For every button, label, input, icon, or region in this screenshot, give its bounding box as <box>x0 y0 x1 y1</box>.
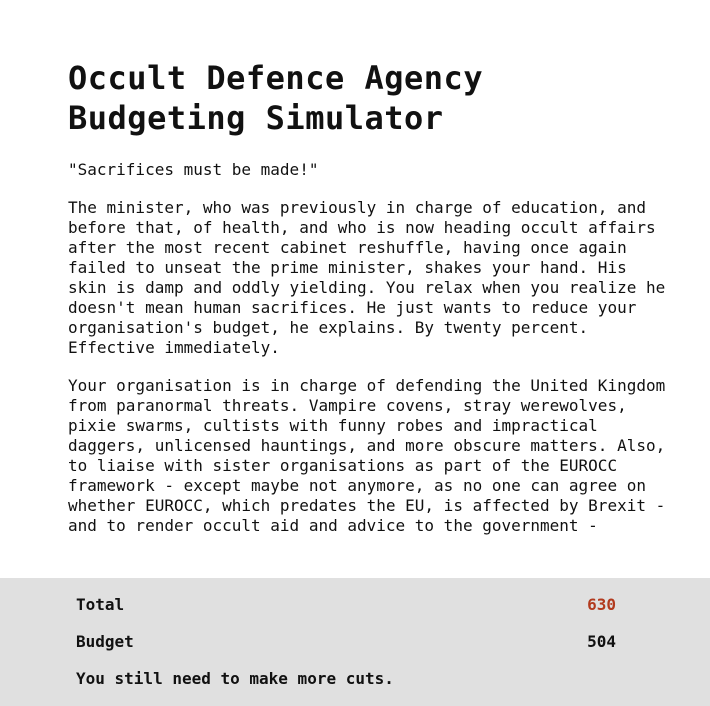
budget-value: 504 <box>587 632 616 651</box>
main-content <box>68 58 668 536</box>
total-row <box>76 595 616 615</box>
page-title <box>68 58 668 138</box>
status-message <box>76 669 616 689</box>
story-paragraph-1: The minister, who was previously in charge of education, and before that, of health, and who is now heading occult affairs after the most recent cabinet reshuffle, having once again failed to unseat the prime minister, shakes your hand. His skin is damp and oddly yielding. You relax when you realize he doesn't mean human sacrifices. He just wants to reduce your organisation's budget, he explains. By twenty percent. Effective immediately. <box>68 198 666 357</box>
status-message-text: You still need to make more cuts. <box>76 669 394 688</box>
story-paragraph-2: Your organisation is in charge of defending the United Kingdom from paranormal threats. Vampire covens, stray werewolves, pixie swarms, cultists with funny robes and impractical daggers, unlicensed hauntings, and more obscure matters. Also, to liaise with sister organisations as part of the EUROCC framework - except maybe not anymore, as no one can agree on whether EUROCC, which predates the EU, is affected by Brexit - and to render occult aid and advice to the government - <box>68 376 666 535</box>
page-title-line1: Occult Defence Agency <box>68 59 484 97</box>
total-label: Total <box>76 595 125 614</box>
budget-footer <box>0 578 710 706</box>
quote-text: "Sacrifices must be made!" <box>68 160 319 179</box>
budget-row <box>76 632 616 652</box>
total-value: 630 <box>587 595 616 614</box>
budget-label: Budget <box>76 632 134 651</box>
page-title-line2: Budgeting Simulator <box>68 99 444 137</box>
